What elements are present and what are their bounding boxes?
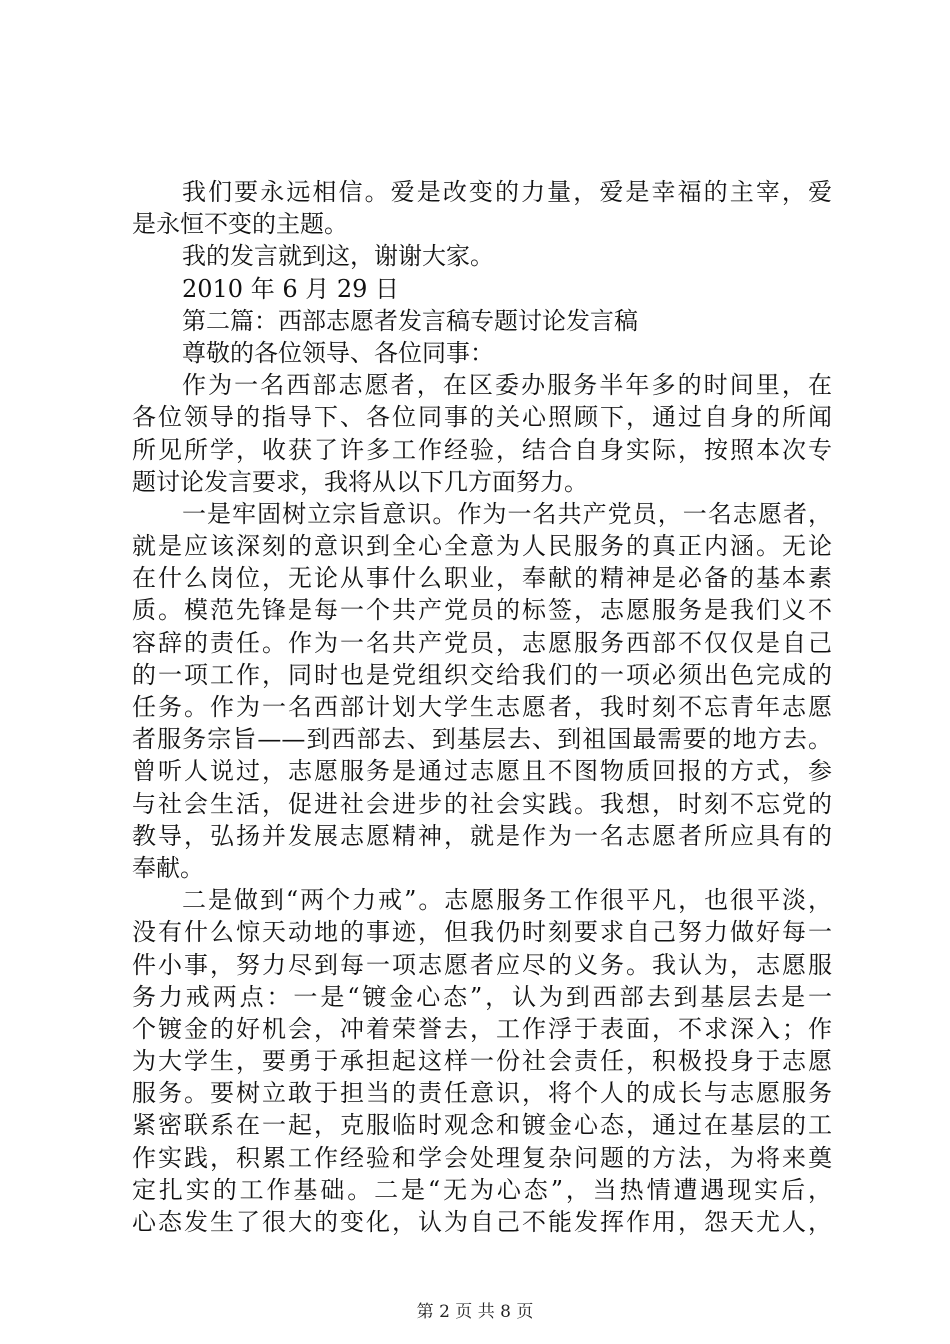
text-line: 服务。要树立敢于担当的责任意识，将个人的成长与志愿服务 <box>132 1079 832 1108</box>
text-line: 紧密联系在一起，克服临时观念和镀金心态，通过在基层的工 <box>132 1111 832 1140</box>
text-line: 没有什么惊天动地的事迹，但我仍时刻要求自己努力做好每一 <box>132 918 832 947</box>
text-line: 质。模范先锋是每一个共产党员的标签，志愿服务是我们义不 <box>132 596 832 625</box>
text-line: 我们要永远相信。爱是改变的力量，爱是幸福的主宰，爱 <box>182 178 832 206</box>
text-line: 为大学生，要勇于承担起这样一份社会责任，积极投身于志愿 <box>132 1047 832 1076</box>
text-line: 在什么岗位，无论从事什么职业，奉献的精神是必备的基本素 <box>132 564 832 593</box>
text-line: 的一项工作，同时也是党组织交给我们的一项必须出色完成的 <box>132 660 832 689</box>
document-body <box>132 176 832 1238</box>
text-line: 所见所学，收获了许多工作经验，结合自身实际，按照本次专 <box>132 435 832 464</box>
text-line: 就是应该深刻的意识到全心全意为人民服务的真正内涵。无论 <box>132 532 832 561</box>
text-line: 题讨论发言要求，我将从以下几方面努力。 <box>132 467 588 496</box>
text-line: 件小事，努力尽到每一项志愿者应尽的义务。我认为，志愿服 <box>132 950 832 979</box>
text-line: 作为一名西部志愿者，在区委办服务半年多的时间里，在 <box>182 371 832 400</box>
text-line: 曾听人说过，志愿服务是通过志愿且不图物质回报的方式，参 <box>132 757 832 786</box>
text-line: 与社会生活，促进社会进步的社会实践。我想，时刻不忘党的 <box>132 789 832 818</box>
text-line: 二是做到“两个力戒”。志愿服务工作很平凡，也很平淡， <box>182 886 832 915</box>
page-footer: 第 2 页 共 8 页 <box>416 1302 534 1322</box>
text-line: 教导，弘扬并发展志愿精神，就是作为一名志愿者所应具有的 <box>132 821 832 850</box>
text-line: 一是牢固树立宗旨意识。作为一名共产党员，一名志愿者， <box>182 499 832 528</box>
text-line: 容辞的责任。作为一名共产党员，志愿服务西部不仅仅是自己 <box>132 628 832 657</box>
text-line: 2010 年 6 月 29 日 <box>182 274 400 303</box>
text-line: 尊敬的各位领导、各位同事： <box>182 338 494 367</box>
text-line: 奉献。 <box>132 853 204 882</box>
text-line: 心态发生了很大的变化，认为自己不能发挥作用，怨天尤人， <box>132 1208 832 1236</box>
text-line: 个镀金的好机会，冲着荣誉去，工作浮于表面，不求深入；作 <box>132 1014 832 1043</box>
text-line: 定扎实的工作基础。二是“无为心态”，当热情遭遇现实后， <box>132 1175 832 1204</box>
text-line: 各位领导的指导下、各位同事的关心照顾下，通过自身的所闻 <box>132 403 832 432</box>
text-line: 务力戒两点：一是“镀金心态”，认为到西部去到基层去是一 <box>132 982 832 1011</box>
text-line: 任务。作为一名西部计划大学生志愿者，我时刻不忘青年志愿 <box>132 693 832 721</box>
text-line: 者服务宗旨——到西部去、到基层去、到祖国最需要的地方去。 <box>132 725 832 754</box>
text-line: 作实践，积累工作经验和学会处理复杂问题的方法，为将来奠 <box>132 1143 832 1172</box>
text-line: 第二篇：西部志愿者发言稿专题讨论发言稿 <box>182 306 638 335</box>
text-line: 是永恒不变的主题。 <box>132 210 348 239</box>
text-line: 我的发言就到这，谢谢大家。 <box>182 242 494 271</box>
